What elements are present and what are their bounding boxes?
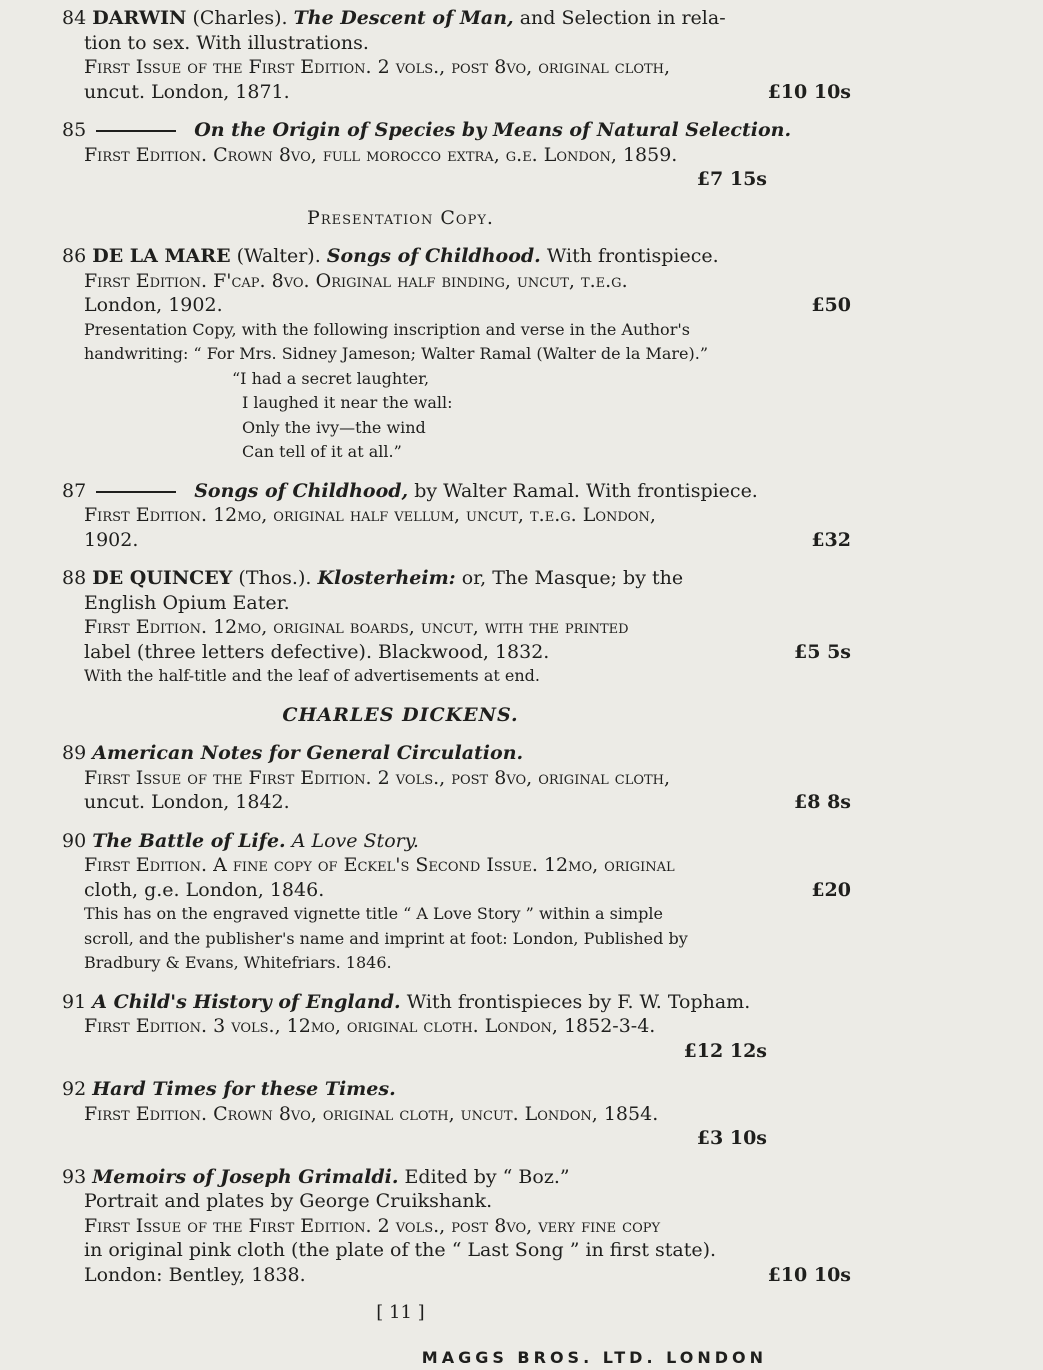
entry-87-line-2: First Edition. 12mo, original half vellum, uncut, t.e.g. London,	[84, 503, 885, 528]
price: £10 10s	[768, 1263, 851, 1288]
entry-91-line-1	[62, 990, 863, 1015]
entry-89-line-1	[62, 741, 863, 766]
author-rest: (Thos.).	[238, 567, 311, 589]
book-title: Memoirs of Joseph Grimaldi.	[92, 1166, 398, 1188]
entry-number: 90	[62, 830, 86, 852]
entry-84-line-4	[84, 80, 885, 105]
firm-name: MAGGS BROS. LTD. LONDON	[422, 1346, 767, 1370]
entry-93-line-5	[84, 1263, 885, 1288]
entry-92-line-2: First Edition. Crown 8vo, original cloth, uncut. London, 1854.	[84, 1102, 885, 1127]
ditto-dash	[96, 491, 176, 493]
entry-87-line-3	[84, 528, 885, 553]
page-number: [ 11 ]	[0, 1301, 801, 1326]
verse-line-3: Only the ivy—the wind	[242, 416, 1043, 441]
entry-92-line-1	[62, 1077, 863, 1102]
entry-88-line-1	[62, 566, 863, 591]
author-name: DE LA MARE	[92, 245, 230, 267]
book-title: The Battle of Life.	[92, 830, 285, 852]
ditto-dash	[96, 130, 176, 132]
entry-88-line-2: English Opium Eater.	[84, 591, 885, 616]
entry-89-line-3	[84, 790, 885, 815]
verse-line-4: Can tell of it at all.”	[242, 440, 1043, 465]
entry-90-line-1	[62, 829, 863, 854]
entry-84-line-3: First Issue of the First Edition. 2 vols., post 8vo, original cloth,	[84, 55, 885, 80]
book-title: A Child's History of England.	[92, 991, 400, 1013]
imprint: London: Bentley, 1838.	[84, 1264, 306, 1286]
imprint: 1902.	[84, 529, 138, 551]
entry-90-note-1: This has on the engraved vignette title “ A Love Story ” within a simple	[84, 902, 885, 927]
book-title: Songs of Childhood.	[327, 245, 541, 267]
title-rest: With frontispieces by F. W. Topham.	[407, 991, 751, 1013]
entry-84-line-1	[62, 6, 863, 31]
entry-86-line-2: First Edition. F'cap. 8vo. Original half binding, uncut, t.e.g.	[84, 269, 885, 294]
price: £32	[811, 528, 851, 553]
imprint: cloth, g.e. London, 1846.	[84, 879, 324, 901]
imprint: London, 1902.	[84, 294, 223, 316]
entry-93-line-4: in original pink cloth (the plate of the “ Last Song ” in first state).	[84, 1238, 885, 1263]
imprint: uncut. London, 1842.	[84, 791, 290, 813]
imprint: uncut. London, 1871.	[84, 81, 290, 103]
price: £10 10s	[768, 80, 851, 105]
price: £3 10s	[697, 1126, 767, 1151]
entry-93-line-1	[62, 1165, 863, 1190]
entry-number: 92	[62, 1078, 86, 1100]
entry-number: 88	[62, 567, 86, 589]
book-title: The Descent of Man,	[294, 7, 514, 29]
entry-86-line-3	[84, 293, 885, 318]
book-title: Songs of Childhood,	[194, 480, 408, 502]
entry-84-line-2: tion to sex. With illustrations.	[84, 31, 885, 56]
entry-91-line-2: First Edition. 3 vols., 12mo, original cloth. London, 1852-3-4.	[84, 1014, 885, 1039]
title-rest: and Selection in rela-	[520, 7, 726, 29]
entry-88-line-3: First Edition. 12mo, original boards, uncut, with the printed	[84, 615, 885, 640]
entry-number: 84	[62, 7, 86, 29]
price: £12 12s	[684, 1039, 767, 1064]
entry-88-line-4	[84, 640, 885, 665]
title-rest: Edited by “ Boz.”	[405, 1166, 570, 1188]
entry-86-note-1: Presentation Copy, with the following inscription and verse in the Author's	[84, 318, 885, 343]
price: £7 15s	[697, 167, 767, 192]
verse-line-1: “I had a secret laughter,	[232, 367, 1033, 392]
entry-93-line-3: First Issue of the First Edition. 2 vols., post 8vo, very fine copy	[84, 1214, 885, 1239]
entry-90-line-3	[84, 878, 885, 903]
book-title: Klosterheim:	[317, 567, 455, 589]
author-name: DARWIN	[92, 7, 186, 29]
entry-85-line-1	[62, 118, 863, 143]
book-title: On the Origin of Species by Means of Natural Selection.	[194, 119, 791, 141]
entry-90-note-2: scroll, and the publisher's name and imprint at foot: London, Published by	[84, 927, 885, 952]
entry-number: 85	[62, 119, 86, 141]
entry-number: 87	[62, 480, 86, 502]
title-rest: A Love Story.	[292, 830, 419, 852]
entry-90-line-2: First Edition. A fine copy of Eckel's Second Issue. 12mo, original	[84, 853, 885, 878]
entry-number: 89	[62, 742, 86, 764]
entry-86-note-2: handwriting: “ For Mrs. Sidney Jameson; Walter Ramal (Walter de la Mare).”	[84, 342, 885, 367]
author-rest: (Charles).	[192, 7, 287, 29]
title-rest: by Walter Ramal. With frontispiece.	[414, 480, 758, 502]
entry-90-note-3: Bradbury & Evans, Whitefriars. 1846.	[84, 951, 885, 976]
price: £20	[811, 878, 851, 903]
entry-number: 93	[62, 1166, 86, 1188]
price: £8 8s	[794, 790, 851, 815]
section-heading: CHARLES DICKENS.	[0, 703, 801, 728]
title-rest: With frontispiece.	[547, 245, 719, 267]
entry-87-line-1	[62, 479, 863, 504]
entry-85-line-2: First Edition. Crown 8vo, full morocco extra, g.e. London, 1859.	[84, 143, 885, 168]
title-rest: or, The Masque; by the	[462, 567, 683, 589]
author-rest: (Walter).	[237, 245, 321, 267]
imprint: label (three letters defective). Blackwood, 1832.	[84, 641, 549, 663]
entry-88-note-1: With the half-title and the leaf of advertisements at end.	[84, 664, 885, 689]
entry-number: 91	[62, 991, 86, 1013]
book-title: Hard Times for these Times.	[92, 1078, 395, 1100]
author-name: DE QUINCEY	[92, 567, 232, 589]
book-title: American Notes for General Circulation.	[92, 742, 523, 764]
price: £50	[811, 293, 851, 318]
price: £5 5s	[794, 640, 851, 665]
entry-89-line-2: First Issue of the First Edition. 2 vols., post 8vo, original cloth,	[84, 766, 885, 791]
entry-86-line-1	[62, 244, 863, 269]
presentation-heading: Presentation Copy.	[0, 206, 801, 231]
verse-line-2: I laughed it near the wall:	[242, 391, 1043, 416]
entry-93-line-2: Portrait and plates by George Cruikshank.	[84, 1189, 885, 1214]
entry-number: 86	[62, 245, 86, 267]
